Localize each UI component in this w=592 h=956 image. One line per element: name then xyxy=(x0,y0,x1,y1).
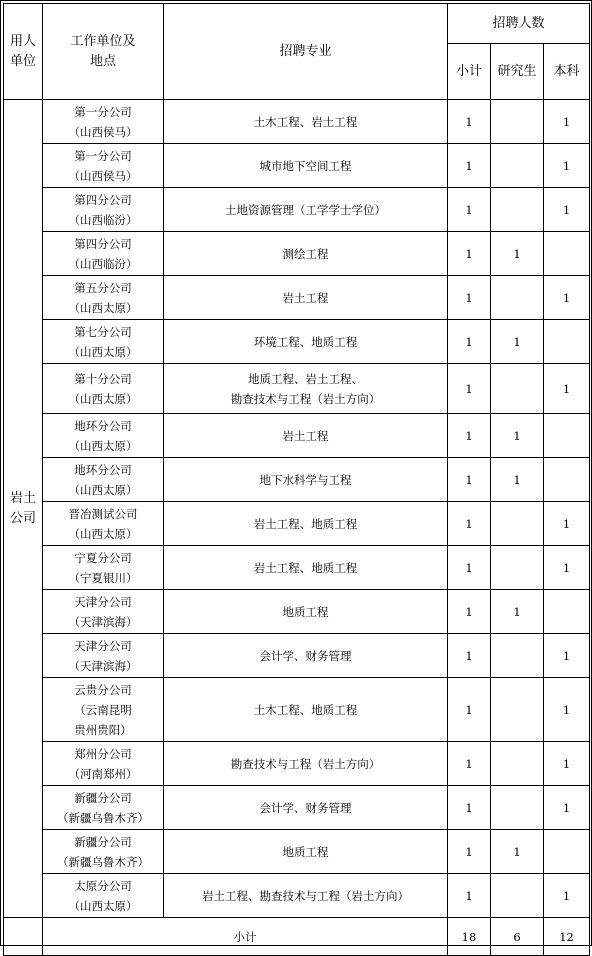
major-cell: 地质工程、岩土工程、 勘查技术与工程（岩土方向） xyxy=(164,364,448,414)
unit-location-cell: 宁夏分公司 （宁夏银川） xyxy=(43,546,164,590)
major-cell: 土地资源管理（工学学士学位） xyxy=(164,188,448,232)
graduate-cell xyxy=(491,144,544,188)
subtotal-cell: 1 xyxy=(448,100,491,144)
header-row-1 xyxy=(4,4,590,44)
major-cell: 岩土工程 xyxy=(164,414,448,458)
subtotal-cell: 1 xyxy=(448,830,491,874)
undergrad-cell xyxy=(544,320,590,364)
undergrad-cell: 1 xyxy=(544,546,590,590)
major-cell: 地质工程 xyxy=(164,590,448,634)
graduate-cell: 1 xyxy=(491,590,544,634)
subtotal-cell: 1 xyxy=(448,590,491,634)
subtotal-cell: 1 xyxy=(448,502,491,546)
table-body xyxy=(4,4,590,956)
major-cell: 地下水科学与工程 xyxy=(164,458,448,502)
table-row xyxy=(4,874,590,918)
subtotal-cell: 1 xyxy=(448,144,491,188)
subtotal-cell: 1 xyxy=(448,546,491,590)
major-cell: 会计学、财务管理 xyxy=(164,786,448,830)
header-graduate: 研究生 xyxy=(491,44,544,100)
unit-location-cell: 第一分公司 （山西侯马） xyxy=(43,100,164,144)
table-row xyxy=(4,742,590,786)
unit-location-cell: 第十分公司 （山西太原） xyxy=(43,364,164,414)
undergrad-cell: 1 xyxy=(544,188,590,232)
graduate-cell: 1 xyxy=(491,232,544,276)
table-row xyxy=(4,188,590,232)
table-row xyxy=(4,458,590,502)
table-row xyxy=(4,546,590,590)
undergrad-cell: 1 xyxy=(544,786,590,830)
unit-location-cell: 晋冶测试公司 （山西太原） xyxy=(43,502,164,546)
graduate-cell xyxy=(491,546,544,590)
table-row xyxy=(4,786,590,830)
total-row xyxy=(4,918,590,956)
subtotal-cell: 1 xyxy=(448,364,491,414)
unit-location-cell: 第七分公司 （山西太原） xyxy=(43,320,164,364)
graduate-cell xyxy=(491,100,544,144)
major-cell: 岩土工程 xyxy=(164,276,448,320)
graduate-cell xyxy=(491,678,544,742)
graduate-cell xyxy=(491,276,544,320)
table-row xyxy=(4,320,590,364)
total-undergrad: 12 xyxy=(544,918,590,956)
graduate-cell: 1 xyxy=(491,320,544,364)
subtotal-cell: 1 xyxy=(448,276,491,320)
unit-location-cell: 第四分公司 （山西临汾） xyxy=(43,232,164,276)
undergrad-cell xyxy=(544,414,590,458)
table-row xyxy=(4,276,590,320)
undergrad-cell: 1 xyxy=(544,502,590,546)
unit-location-cell: 郑州分公司 （河南郑州） xyxy=(43,742,164,786)
major-cell: 地质工程 xyxy=(164,830,448,874)
graduate-cell: 1 xyxy=(491,830,544,874)
undergrad-cell: 1 xyxy=(544,276,590,320)
major-cell: 土木工程、岩土工程 xyxy=(164,100,448,144)
unit-location-cell: 天津分公司 （天津滨海） xyxy=(43,590,164,634)
major-cell: 岩土工程、地质工程 xyxy=(164,546,448,590)
subtotal-cell: 1 xyxy=(448,414,491,458)
undergrad-cell: 1 xyxy=(544,742,590,786)
table-row xyxy=(4,502,590,546)
subtotal-cell: 1 xyxy=(448,232,491,276)
graduate-cell xyxy=(491,742,544,786)
graduate-cell xyxy=(491,188,544,232)
total-subtotal: 18 xyxy=(448,918,491,956)
table-row xyxy=(4,830,590,874)
subtotal-cell: 1 xyxy=(448,874,491,918)
subtotal-cell: 1 xyxy=(448,320,491,364)
subtotal-cell: 1 xyxy=(448,742,491,786)
header-undergrad: 本科 xyxy=(544,44,590,100)
undergrad-cell xyxy=(544,232,590,276)
graduate-cell xyxy=(491,634,544,678)
table-row xyxy=(4,414,590,458)
graduate-cell xyxy=(491,786,544,830)
unit-location-cell: 第一分公司 （山西侯马） xyxy=(43,144,164,188)
major-cell: 环境工程、地质工程 xyxy=(164,320,448,364)
undergrad-cell xyxy=(544,458,590,502)
undergrad-cell: 1 xyxy=(544,634,590,678)
undergrad-cell: 1 xyxy=(544,874,590,918)
unit-location-cell: 地环分公司 （山西太原） xyxy=(43,458,164,502)
undergrad-cell: 1 xyxy=(544,100,590,144)
undergrad-cell: 1 xyxy=(544,144,590,188)
major-cell: 岩土工程、地质工程 xyxy=(164,502,448,546)
table-row xyxy=(4,100,590,144)
header-count: 招聘人数 xyxy=(448,4,590,44)
header-subtotal: 小计 xyxy=(448,44,491,100)
header-unit-location: 工作单位及 地点 xyxy=(43,4,164,100)
undergrad-cell xyxy=(544,590,590,634)
unit-location-cell: 太原分公司 （山西太原） xyxy=(43,874,164,918)
table-row xyxy=(4,232,590,276)
graduate-cell xyxy=(491,502,544,546)
total-label: 小计 xyxy=(43,918,448,956)
major-cell: 测绘工程 xyxy=(164,232,448,276)
table-row xyxy=(4,678,590,742)
unit-location-cell: 第四分公司 （山西临汾） xyxy=(43,188,164,232)
graduate-cell: 1 xyxy=(491,458,544,502)
header-employer: 用人 单位 xyxy=(4,4,43,100)
undergrad-cell xyxy=(544,830,590,874)
major-cell: 土木工程、地质工程 xyxy=(164,678,448,742)
subtotal-cell: 1 xyxy=(448,678,491,742)
unit-location-cell: 新疆分公司 （新疆乌鲁木齐） xyxy=(43,786,164,830)
table-row xyxy=(4,634,590,678)
unit-location-cell: 地环分公司 （山西太原） xyxy=(43,414,164,458)
major-cell: 城市地下空间工程 xyxy=(164,144,448,188)
table-row xyxy=(4,144,590,188)
table-row xyxy=(4,364,590,414)
major-cell: 勘查技术与工程（岩土方向） xyxy=(164,742,448,786)
unit-location-cell: 新疆分公司 （新疆乌鲁木齐） xyxy=(43,830,164,874)
total-blank-cell xyxy=(4,918,43,956)
subtotal-cell: 1 xyxy=(448,634,491,678)
header-major: 招聘专业 xyxy=(164,4,448,100)
subtotal-cell: 1 xyxy=(448,786,491,830)
recruitment-table xyxy=(3,3,590,956)
unit-location-cell: 云贵分公司 （云南昆明 贵州贵阳） xyxy=(43,678,164,742)
graduate-cell xyxy=(491,364,544,414)
unit-location-cell: 第五分公司 （山西太原） xyxy=(43,276,164,320)
subtotal-cell: 1 xyxy=(448,188,491,232)
table-row xyxy=(4,590,590,634)
subtotal-cell: 1 xyxy=(448,458,491,502)
graduate-cell xyxy=(491,874,544,918)
unit-location-cell: 天津分公司 （天津滨海） xyxy=(43,634,164,678)
graduate-cell: 1 xyxy=(491,414,544,458)
total-graduate: 6 xyxy=(491,918,544,956)
undergrad-cell: 1 xyxy=(544,364,590,414)
employer-cell: 岩土 公司 xyxy=(4,100,43,918)
undergrad-cell: 1 xyxy=(544,678,590,742)
major-cell: 岩土工程、勘查技术与工程（岩土方向） xyxy=(164,874,448,918)
major-cell: 会计学、财务管理 xyxy=(164,634,448,678)
